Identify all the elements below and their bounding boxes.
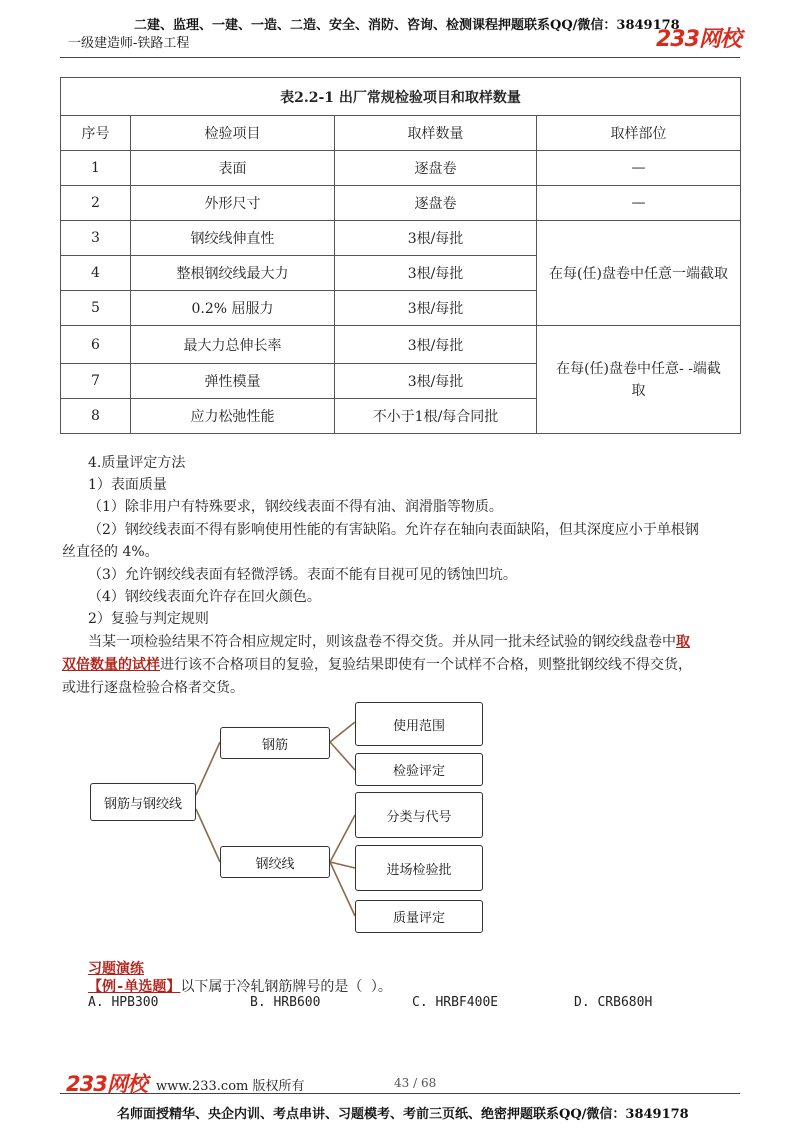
cell-item: 外形尺寸 [131,186,335,221]
page-number: 43 / 68 [394,1076,437,1090]
cell-item: 弹性模量 [131,364,335,399]
paragraph: （3）允许钢绞线表面有轻微浮锈。表面不能有目视可见的锈蚀凹坑。 [88,567,517,583]
mindmap-branch: 钢绞线 [220,846,330,878]
mindmap-leaf: 检验评定 [355,753,483,786]
subsection-heading: 1）表面质量 [88,477,167,493]
option-a: A. HPB300 [88,995,159,1010]
header-divider [60,57,740,58]
cell-item: 0.2% 屈服力 [131,291,335,326]
paragraph: （1）除非用户有特殊要求，钢绞线表面不得有油、润滑脂等物质。 [88,499,503,515]
paragraph: 丝直径的 4%。 [62,544,159,560]
header-promo-line: 二建、监理、一建、一造、二造、安全、消防、咨询、检测课程押题联系QQ/微信：3849178 [134,18,680,33]
footer-promo-line: 名师面授精华、央企内训、考点串讲、习题模考、考前三页纸、绝密押题联系QQ/微信：3849178 [117,1107,689,1122]
table-caption: 表2.2-1 出厂常规检验项目和取样数量 [61,78,741,116]
paragraph: （4）钢绞线表面允许存在回火颜色。 [88,589,321,605]
mindmap-leaf: 使用范围 [355,702,483,746]
cell-qty: 3根/每批 [335,291,537,326]
footer-divider [60,1093,740,1094]
cell-no: 6 [61,326,131,364]
footer-site: www.233.com 版权所有 [156,1079,305,1094]
cell-item: 应力松弛性能 [131,399,335,434]
cell-no: 2 [61,186,131,221]
highlight-text: 取 [676,634,690,650]
footer-logo: 233网校 [66,1072,147,1096]
subsection-heading: 2）复验与判定规则 [88,611,209,627]
cell-item: 表面 [131,151,335,186]
inspection-table [60,77,741,434]
paragraph: 或进行逐盘检验合格者交货。 [62,680,244,696]
cell-qty: 逐盘卷 [335,151,537,186]
cell-no: 7 [61,364,131,399]
cell-no: 4 [61,256,131,291]
exercise-tag: 【例-单选题】 [88,979,181,995]
merged-loc-line: 取 [631,382,646,399]
header-subtitle: 一级建造师-铁路工程 [68,36,190,51]
cell-qty: 3根/每批 [335,256,537,291]
exercise-question [88,976,392,996]
cell-loc-merged: 在每(任)盘卷中任意一端截取 [537,221,741,326]
cell-no: 3 [61,221,131,256]
table-row [61,326,741,364]
exercise-title: 习题演练 [88,961,144,977]
table-row [61,151,741,186]
paragraph: （2）钢绞线表面不得有影响使用性能的有害缺陷。允许存在轴向表面缺陷，但其深度应小于单根钢 [88,522,699,538]
option-d: D. CRB680H [574,995,653,1010]
cell-item: 最大力总伸长率 [131,326,335,364]
cell-qty: 不小于1根/每合同批 [335,399,537,434]
cell-qty: 3根/每批 [335,326,537,364]
cell-loc: — [537,186,741,221]
merged-loc-line: 在每(任)盘卷中任意- -端截 [556,360,721,377]
mindmap-leaf: 质量评定 [355,900,483,933]
cell-qty: 逐盘卷 [335,186,537,221]
cell-no: 1 [61,151,131,186]
col-header: 检验项目 [131,116,335,151]
cell-qty: 3根/每批 [335,364,537,399]
cell-qty: 3根/每批 [335,221,537,256]
col-header: 取样部位 [537,116,741,151]
cell-item: 整根钢绞线最大力 [131,256,335,291]
header-logo: 233网校 [656,27,741,52]
table-header-row [61,116,741,151]
mindmap-leaf: 分类与代号 [355,792,483,838]
mindmap-leaf: 进场检验批 [355,845,483,891]
table-row [61,221,741,256]
table-row [61,186,741,221]
text-run: 进行该不合格项目的复验，复验结果即使有一个试样不合格，则整批钢绞线不得交货， [160,657,692,673]
mindmap-root: 钢筋与钢绞线 [90,783,196,821]
option-c: C. HRBF400E [412,995,499,1010]
mindmap-branch: 钢筋 [220,727,330,759]
col-header: 序号 [61,116,131,151]
col-header: 取样数量 [335,116,537,151]
cell-loc-merged [537,326,741,434]
question-text: 以下属于冷轧钢筋牌号的是（ ）。 [180,979,392,995]
paragraph [88,631,690,651]
text-run: 当某一项检验结果不符合相应规定时，则该盘卷不得交货。并从同一批未经试验的钢绞线盘卷中 [88,634,676,650]
paragraph [62,654,692,674]
cell-no: 5 [61,291,131,326]
cell-loc: — [537,151,741,186]
section-heading: 4.质量评定方法 [88,455,186,471]
option-b: B. HRB600 [250,995,321,1010]
cell-no: 8 [61,399,131,434]
highlight-text: 双倍数量的试样 [62,657,160,673]
table-caption-row [61,78,741,116]
cell-item: 钢绞线伸直性 [131,221,335,256]
